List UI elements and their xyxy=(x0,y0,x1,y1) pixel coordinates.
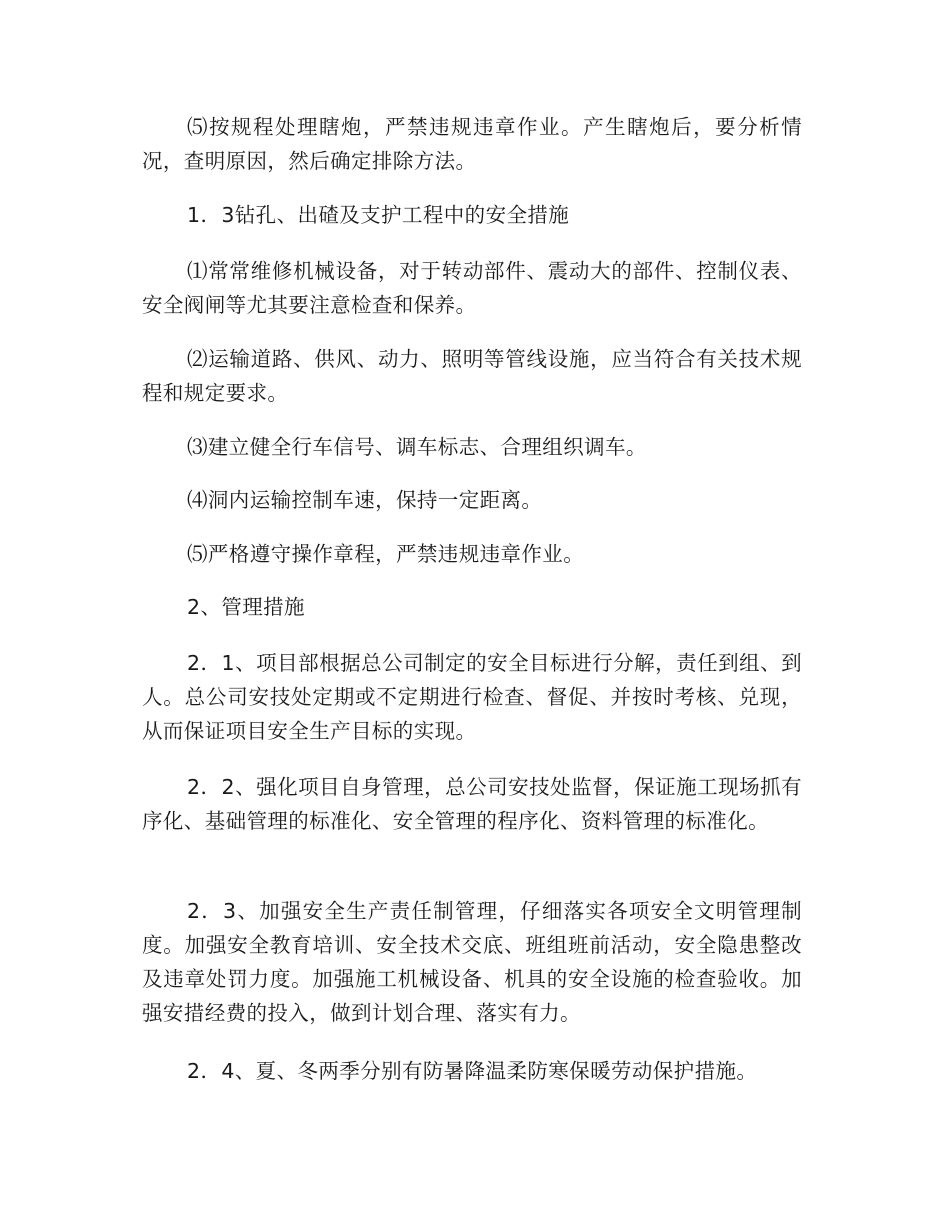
paragraph-transport-roads: ⑵运输道路、供风、动力、照明等管线设施，应当符合有关技术规程和规定要求。 xyxy=(142,347,802,405)
paragraph-2-2: 2．2、强化项目自身管理，总公司安技处监督，保证施工现场抓有序化、基础管理的标准化、安全管理的程序化、资料管理的标准化。 xyxy=(142,775,802,833)
paragraph-2-4: 2．4、夏、冬两季分别有防暑降温柔防寒保暖劳动保护措施。 xyxy=(187,1059,758,1083)
paragraph-2-3: 2．3、加强安全生产责任制管理，仔细落实各项安全文明管理制度。加强安全教育培训、安全技术交底、班组班前活动，安全隐患整改及违章处罚力度。加强施工机械设备、机具的安全设施的检查验收。加强安措经费的投入，做到计划合理、落实有力。 xyxy=(142,899,802,1025)
paragraph-operating-rules: ⑸严格遵守操作章程，严禁违规违章作业。 xyxy=(187,542,585,566)
paragraph-equipment-maintenance: ⑴常常维修机械设备，对于转动部件、震动大的部件、控制仪表、安全阀闸等尤其要注意检查和保养。 xyxy=(142,259,802,317)
paragraph-misfire-handling: ⑸按规程处理瞎炮，严禁违规违章作业。产生瞎炮后，要分析情况，查明原因，然后确定排除方法。 xyxy=(142,115,802,173)
paragraph-2-1: 2．1、项目部根据总公司制定的安全目标进行分解，责任到组、到人。总公司安技处定期或不定期进行检查、督促、并按时考核、兑现，从而保证项目安全生产目标的实现。 xyxy=(142,651,802,743)
section-heading-management: 2、管理措施 xyxy=(187,595,305,619)
section-heading-1-3: 1．3钻孔、出碴及支护工程中的安全措施 xyxy=(187,203,570,227)
paragraph-traffic-signals: ⑶建立健全行车信号、调车标志、合理组织调车。 xyxy=(187,435,647,459)
paragraph-speed-control: ⑷洞内运输控制车速，保持一定距离。 xyxy=(187,488,543,512)
